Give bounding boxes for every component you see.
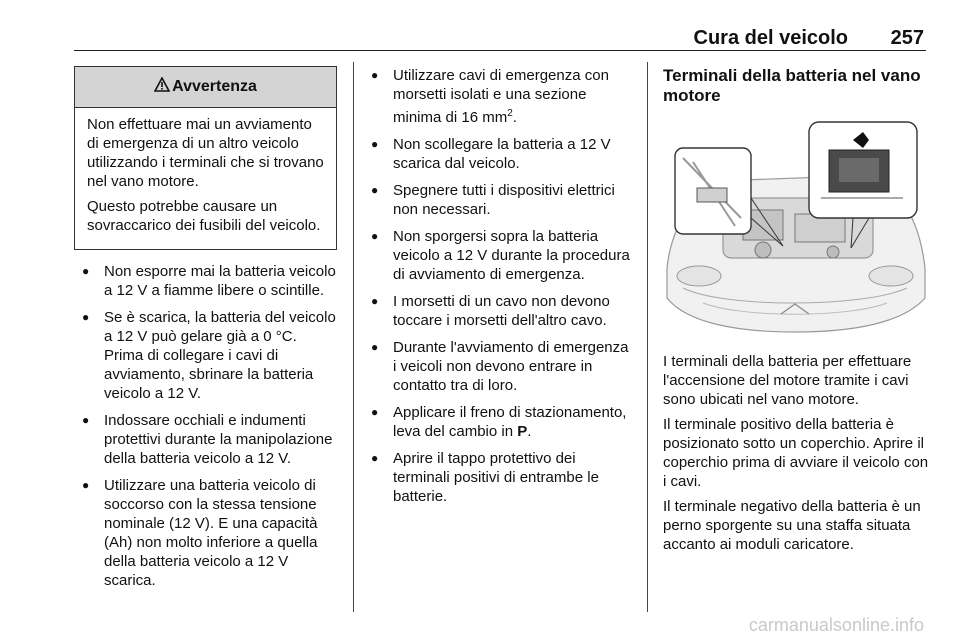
page-header-title: Cura del veicolo (693, 27, 848, 49)
warning-box (74, 66, 337, 250)
list-item: ● Spegnere tutti i dispositivi elettrici non necessari. (363, 181, 633, 219)
list-item-text: Applicare il freno di stazionamento, leva del cambio in (393, 404, 627, 440)
header-rule (74, 50, 926, 51)
column-2 (363, 66, 633, 514)
list-item: ● I morsetti di un cavo non devono toccare i morsetti dell'altro cavo. (363, 292, 633, 330)
list-item: ● Indossare occhiali e indumenti protettivi durante la manipolazione della batteria veicolo a 12 V. (74, 411, 338, 468)
list-item: ● Aprire il tappo protettivo dei terminali positivi di entrambe le batterie. (363, 449, 633, 506)
watermark: carmanualsonline.info (748, 615, 924, 635)
warning-body (75, 108, 336, 235)
engine-bay-illustration (663, 118, 927, 336)
gear-p-label: P (517, 423, 528, 440)
paragraph: Il terminale positivo della batteria è posizionato sotto un coperchio. Aprire il coperchio prima di avviare il veicolo con i cavi. (663, 416, 929, 490)
list-item: ● Utilizzare una batteria veicolo di soccorso con la stessa tensione nominale (12 V). E una capacità (Ah) non molto inferiore a quella della batteria veicolo a 12 V scarica. (74, 476, 338, 590)
warning-triangle-icon (154, 77, 172, 97)
bullet-list (363, 66, 633, 506)
section-title: Terminali della batteria nel vano motore (663, 66, 921, 105)
warning-paragraph: Questo potrebbe causare un sovraccarico dei fusibili del veicolo. (87, 198, 321, 234)
bullet-list (74, 262, 338, 590)
list-item (363, 403, 633, 441)
list-item: ● Se è scarica, la batteria del veicolo a 12 V può gelare già a 0 °C. Prima di collegare i cavi di avviamento, sbrinare la batteria veicolo a 12 V. (74, 308, 338, 403)
list-item-end: . (512, 109, 517, 126)
superscript: 2 (507, 108, 513, 119)
list-item: ● Non scollegare la batteria a 12 V scarica dal veicolo. (363, 135, 633, 173)
list-item: ● Non esporre mai la batteria veicolo a 12 V a fiamme libere o scintille. (74, 262, 338, 300)
page-number: 257 (890, 27, 924, 49)
column-1 (74, 262, 338, 598)
list-item: ● Durante l'avviamento di emergenza i veicoli non devono entrare in contatto tra di loro. (363, 338, 633, 395)
list-item-end: . (527, 423, 532, 440)
list-item (363, 66, 633, 127)
paragraph: Il terminale negativo della batteria è un perno sporgente su una staffa situata accanto ai moduli caricatore. (663, 498, 921, 553)
column-divider-2 (647, 62, 648, 612)
warning-paragraph: Non effettuare mai un avviamento di emergenza di un altro veicolo utilizzando i terminali che si trovano nel vano motore. (87, 116, 324, 190)
warning-title: Avvertenza (172, 78, 257, 95)
warning-header (75, 67, 336, 108)
list-item: ● Non sporgersi sopra la batteria veicolo a 12 V durante la procedura di avviamento di emergenza. (363, 227, 633, 284)
column-3 (663, 66, 929, 560)
list-item-text: Utilizzare cavi di emergenza con morsetti isolati e una sezione minima di 16 mm (393, 67, 609, 126)
column-divider-1 (353, 62, 354, 612)
paragraph: I terminali della batteria per effettuare l'accensione del motore tramite i cavi sono ubicati nel vano motore. (663, 353, 912, 408)
